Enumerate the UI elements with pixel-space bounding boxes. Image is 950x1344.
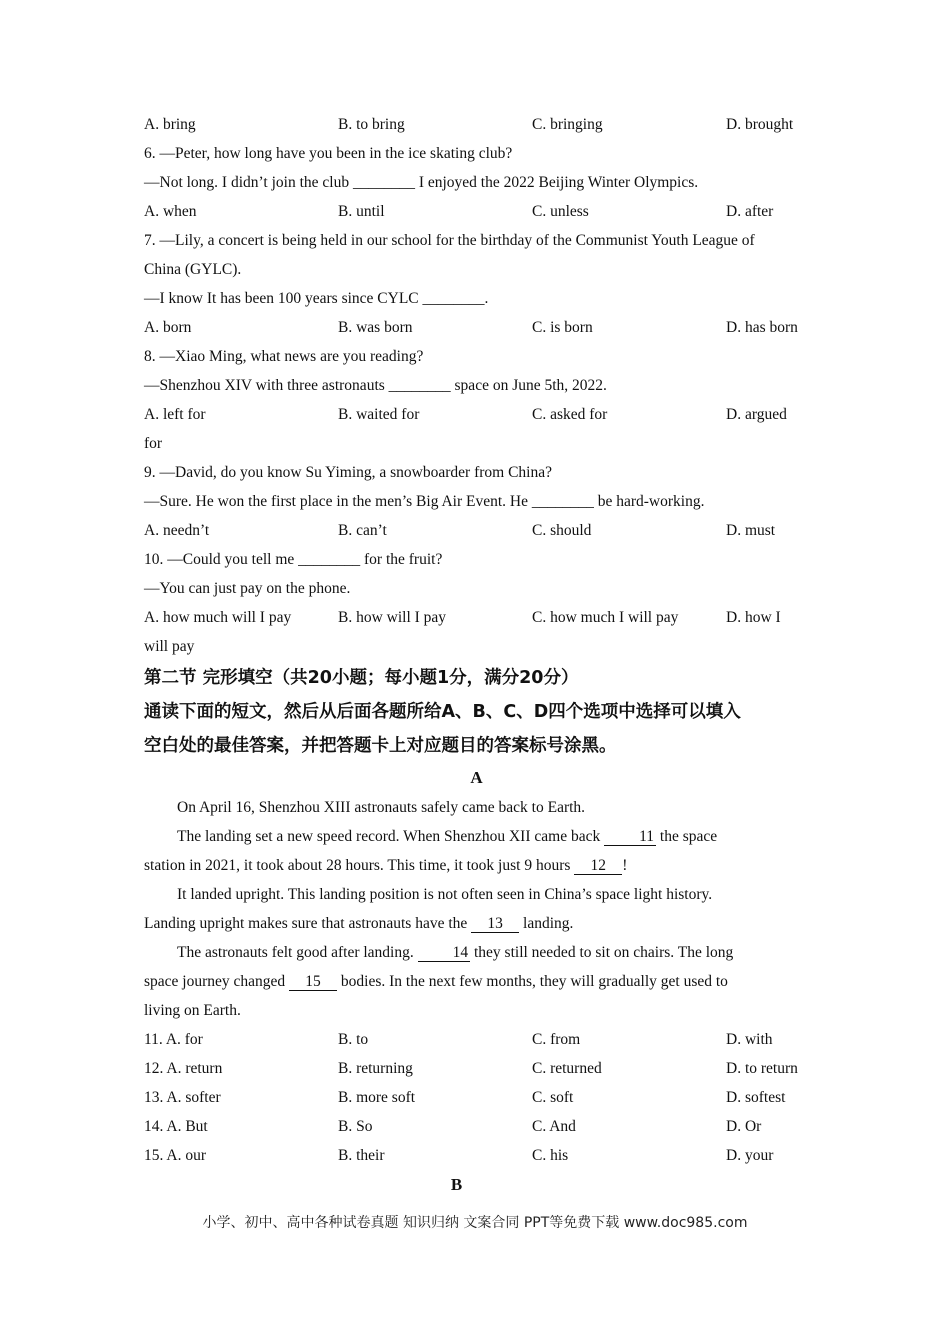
passage-paragraph-2-line1: The landing set a new speed record. When Shenzhou XII came back 11 the space (177, 828, 718, 845)
option-b: B. can’t (338, 522, 387, 539)
option-d: D. argued (726, 406, 787, 423)
q7-options (144, 313, 809, 342)
passage-paragraph-1: On April 16, Shenzhou XIII astronauts safely came back to Earth. (177, 799, 586, 816)
option-c: C. returned (532, 1060, 602, 1077)
exam-page (144, 110, 809, 1200)
q6-reply: —Not long. I didn’t join the club ________ I enjoyed the 2022 Beijing Winter Olympics. (144, 174, 699, 191)
q6-options (144, 197, 809, 226)
option-d: D. after (726, 203, 774, 220)
page-footer: 小学、初中、高中各种试卷真题 知识归纳 文案合同 PPT等免费下载 www.doc985.com (202, 1215, 748, 1231)
option-c: C. should (532, 522, 592, 539)
q7-stem-line1: 7. —Lily, a concert is being held in our school for the birthday of the Communist Youth League of (144, 232, 755, 249)
q9-reply: —Sure. He won the first place in the men’s Big Air Event. He ________ be hard-working. (144, 493, 705, 510)
passage-a-label: A (470, 768, 483, 787)
q13-options (144, 1083, 809, 1112)
option-b: B. to (338, 1031, 369, 1048)
q8-options (144, 400, 809, 429)
option-b: B. more soft (338, 1089, 416, 1106)
option-b: B. returning (338, 1060, 413, 1077)
option-a: A. how much will I pay (144, 609, 292, 626)
blank-12: 12 (574, 858, 622, 875)
q12-options (144, 1054, 809, 1083)
q6-stem: 6. —Peter, how long have you been in the ice skating club? (144, 145, 513, 162)
option-c: C. how much I will pay (532, 609, 679, 626)
option-a: A. born (144, 319, 192, 336)
passage-paragraph-2-line2: station in 2021, it took about 28 hours. This time, it took just 9 hours 12 ! (144, 857, 628, 874)
option-c: C. bringing (532, 116, 603, 133)
option-b: B. So (338, 1118, 373, 1135)
q11-options (144, 1025, 809, 1054)
option-a: A. left for (144, 406, 206, 423)
option-c: C. his (532, 1147, 569, 1164)
option-c: C. unless (532, 203, 589, 220)
option-a: 13. A. softer (144, 1089, 221, 1106)
option-d: D. to return (726, 1060, 798, 1077)
q9-stem: 9. —David, do you know Su Yiming, a snowboarder from China? (144, 464, 552, 481)
option-d: D. with (726, 1031, 773, 1048)
q10-option-wrap: will pay (144, 638, 195, 655)
option-d: D. has born (726, 319, 798, 336)
option-d: D. your (726, 1147, 774, 1164)
q9-options (144, 516, 809, 545)
q10-options (144, 603, 809, 632)
q15-options (144, 1141, 809, 1170)
option-c: C. And (532, 1118, 576, 1135)
option-b: B. how will I pay (338, 609, 447, 626)
passage-b-label: B (450, 1175, 463, 1194)
option-a: 14. A. But (144, 1118, 208, 1135)
option-a: A. when (144, 203, 197, 220)
option-a: 11. A. for (144, 1031, 203, 1048)
q5-options (144, 110, 809, 139)
blank-11: 11 (604, 829, 656, 846)
option-d: D. softest (726, 1089, 786, 1106)
q7-reply: —I know It has been 100 years since CYLC ________. (144, 290, 489, 307)
option-a: A. needn’t (144, 522, 210, 539)
option-c: C. asked for (532, 406, 608, 423)
option-a: 12. A. return (144, 1060, 223, 1077)
option-a: 15. A. our (144, 1147, 206, 1164)
section-title: 第二节 完形填空（共20小题；每小题1分，满分20分） (144, 668, 579, 688)
q8-reply: —Shenzhou XIV with three astronauts ________ space on June 5th, 2022. (144, 377, 607, 394)
option-b: B. was born (338, 319, 413, 336)
option-d: D. Or (726, 1118, 762, 1135)
passage-paragraph-3-line1: It landed upright. This landing position is not often seen in China’s space light history. (177, 886, 713, 903)
option-c: C. is born (532, 319, 593, 336)
blank-13: 13 (471, 916, 519, 933)
passage-paragraph-3-line2: Landing upright makes sure that astronauts have the 13 landing. (144, 915, 574, 932)
q7-stem-line2: China (GYLC). (144, 261, 242, 278)
section-instruction-line1: 通读下面的短文，然后从后面各题所给A、B、C、D四个选项中选择可以填入 (144, 702, 741, 722)
q10-reply: —You can just pay on the phone. (144, 580, 351, 597)
option-d: D. how I (726, 609, 781, 626)
option-b: B. to bring (338, 116, 405, 133)
section-instruction-line2: 空白处的最佳答案，并把答题卡上对应题目的答案标号涂黑。 (144, 736, 617, 756)
blank-15: 15 (289, 974, 337, 991)
option-c: C. from (532, 1031, 581, 1048)
q10-stem: 10. —Could you tell me ________ for the fruit? (144, 551, 443, 568)
option-d: D. must (726, 522, 776, 539)
passage-paragraph-4-line2: space journey changed 15 bodies. In the next few months, they will gradually get used to (144, 973, 728, 990)
option-c: C. soft (532, 1089, 574, 1106)
q14-options (144, 1112, 809, 1141)
q8-option-wrap: for (144, 435, 163, 452)
q8-stem: 8. —Xiao Ming, what news are you reading? (144, 348, 424, 365)
option-b: B. their (338, 1147, 385, 1164)
option-d: D. brought (726, 116, 794, 133)
passage-paragraph-4-line3: living on Earth. (144, 1002, 241, 1019)
option-b: B. until (338, 203, 385, 220)
passage-paragraph-4-line1: The astronauts felt good after landing. 14 they still needed to sit on chairs. The long (177, 944, 734, 961)
option-a: A. bring (144, 116, 196, 133)
option-b: B. waited for (338, 406, 420, 423)
blank-14: 14 (418, 945, 471, 962)
